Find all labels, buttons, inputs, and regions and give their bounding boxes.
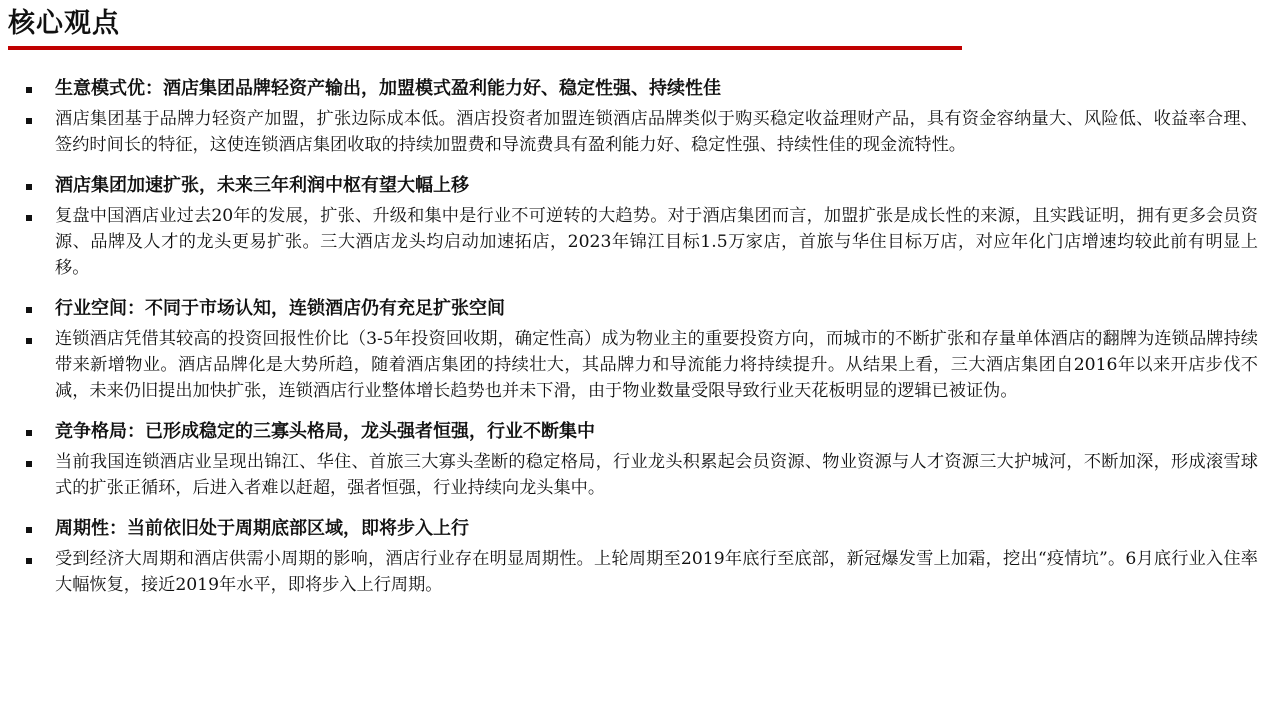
key-point-heading: 行业空间：不同于市场认知，连锁酒店仍有充足扩张空间 — [55, 298, 505, 319]
square-bullet-icon — [26, 184, 32, 190]
square-bullet-icon — [26, 338, 32, 344]
key-point-body-row — [22, 326, 1258, 404]
square-bullet-icon — [26, 430, 32, 436]
key-point-body: 连锁酒店凭借其较高的投资回报性价比（3-5年投资回收期，确定性高）成为物业主的重要投资方向，而城市的不断扩张和存量单体酒店的翻牌为连锁品牌持续带来新增物业。酒店品牌化是大势所趋，随着酒店集团的持续壮大，其品牌力和导流能力将持续提升。从结果上看，三大酒店集团自2016年以来开店步伐不减，未来仍旧提出加快扩张，连锁酒店行业整体增长趋势也并未下滑，由于物业数量受限导致行业天花板明显的逻辑已被证伪。 — [55, 329, 1258, 401]
key-point-body-row — [22, 106, 1258, 158]
key-point-heading-row — [22, 74, 1258, 104]
square-bullet-icon — [26, 307, 32, 313]
key-point-heading-row — [22, 514, 1258, 544]
key-point-heading: 酒店集团加速扩张，未来三年利润中枢有望大幅上移 — [55, 175, 469, 196]
key-point-body-row — [22, 546, 1258, 598]
key-point-heading: 生意模式优：酒店集团品牌轻资产输出，加盟模式盈利能力好、稳定性强、持续性佳 — [55, 78, 721, 99]
key-point-heading-row — [22, 171, 1258, 201]
square-bullet-icon — [26, 461, 32, 467]
key-point-body: 复盘中国酒店业过去20年的发展，扩张、升级和集中是行业不可逆转的大趋势。对于酒店集团而言，加盟扩张是成长性的来源，且实践证明，拥有更多会员资源、品牌及人才的龙头更易扩张。三大酒店龙头均启动加速拓店，2023年锦江目标1.5万家店，首旅与华住目标万店，对应年化门店增速均较此前有明显上移。 — [55, 206, 1258, 278]
key-point-section — [22, 294, 1258, 404]
square-bullet-icon — [26, 527, 32, 533]
page-title: 核心观点 — [8, 8, 120, 39]
key-point-heading-row — [22, 294, 1258, 324]
key-point-body: 酒店集团基于品牌力轻资产加盟，扩张边际成本低。酒店投资者加盟连锁酒店品牌类似于购买稳定收益理财产品，具有资金容纳量大、风险低、收益率合理、签约时间长的特征，这使连锁酒店集团收取的持续加盟费和导流费具有盈利能力好、稳定性强、持续性佳的现金流特性。 — [55, 109, 1258, 155]
key-point-section — [22, 74, 1258, 158]
key-point-section — [22, 171, 1258, 281]
key-point-body: 受到经济大周期和酒店供需小周期的影响，酒店行业存在明显周期性。上轮周期至2019年底行至底部，新冠爆发雪上加霜，挖出“疫情坑”。6月底行业入住率大幅恢复，接近2019年水平，即将步入上行周期。 — [55, 549, 1258, 595]
key-point-heading-row — [22, 417, 1258, 447]
key-point-section — [22, 514, 1258, 598]
square-bullet-icon — [26, 215, 32, 221]
square-bullet-icon — [26, 118, 32, 124]
key-point-section — [22, 417, 1258, 501]
square-bullet-icon — [26, 87, 32, 93]
title-underline — [8, 46, 962, 50]
square-bullet-icon — [26, 558, 32, 564]
key-point-body-row — [22, 449, 1258, 501]
key-point-heading: 周期性：当前依旧处于周期底部区域，即将步入上行 — [55, 518, 469, 539]
key-point-heading: 竞争格局：已形成稳定的三寡头格局，龙头强者恒强，行业不断集中 — [55, 421, 595, 442]
key-points-list — [22, 74, 1258, 611]
key-point-body: 当前我国连锁酒店业呈现出锦江、华住、首旅三大寡头垄断的稳定格局，行业龙头积累起会员资源、物业资源与人才资源三大护城河，不断加深，形成滚雪球式的扩张正循环，后进入者难以赶超，强者恒强，行业持续向龙头集中。 — [55, 452, 1258, 498]
key-point-body-row — [22, 203, 1258, 281]
